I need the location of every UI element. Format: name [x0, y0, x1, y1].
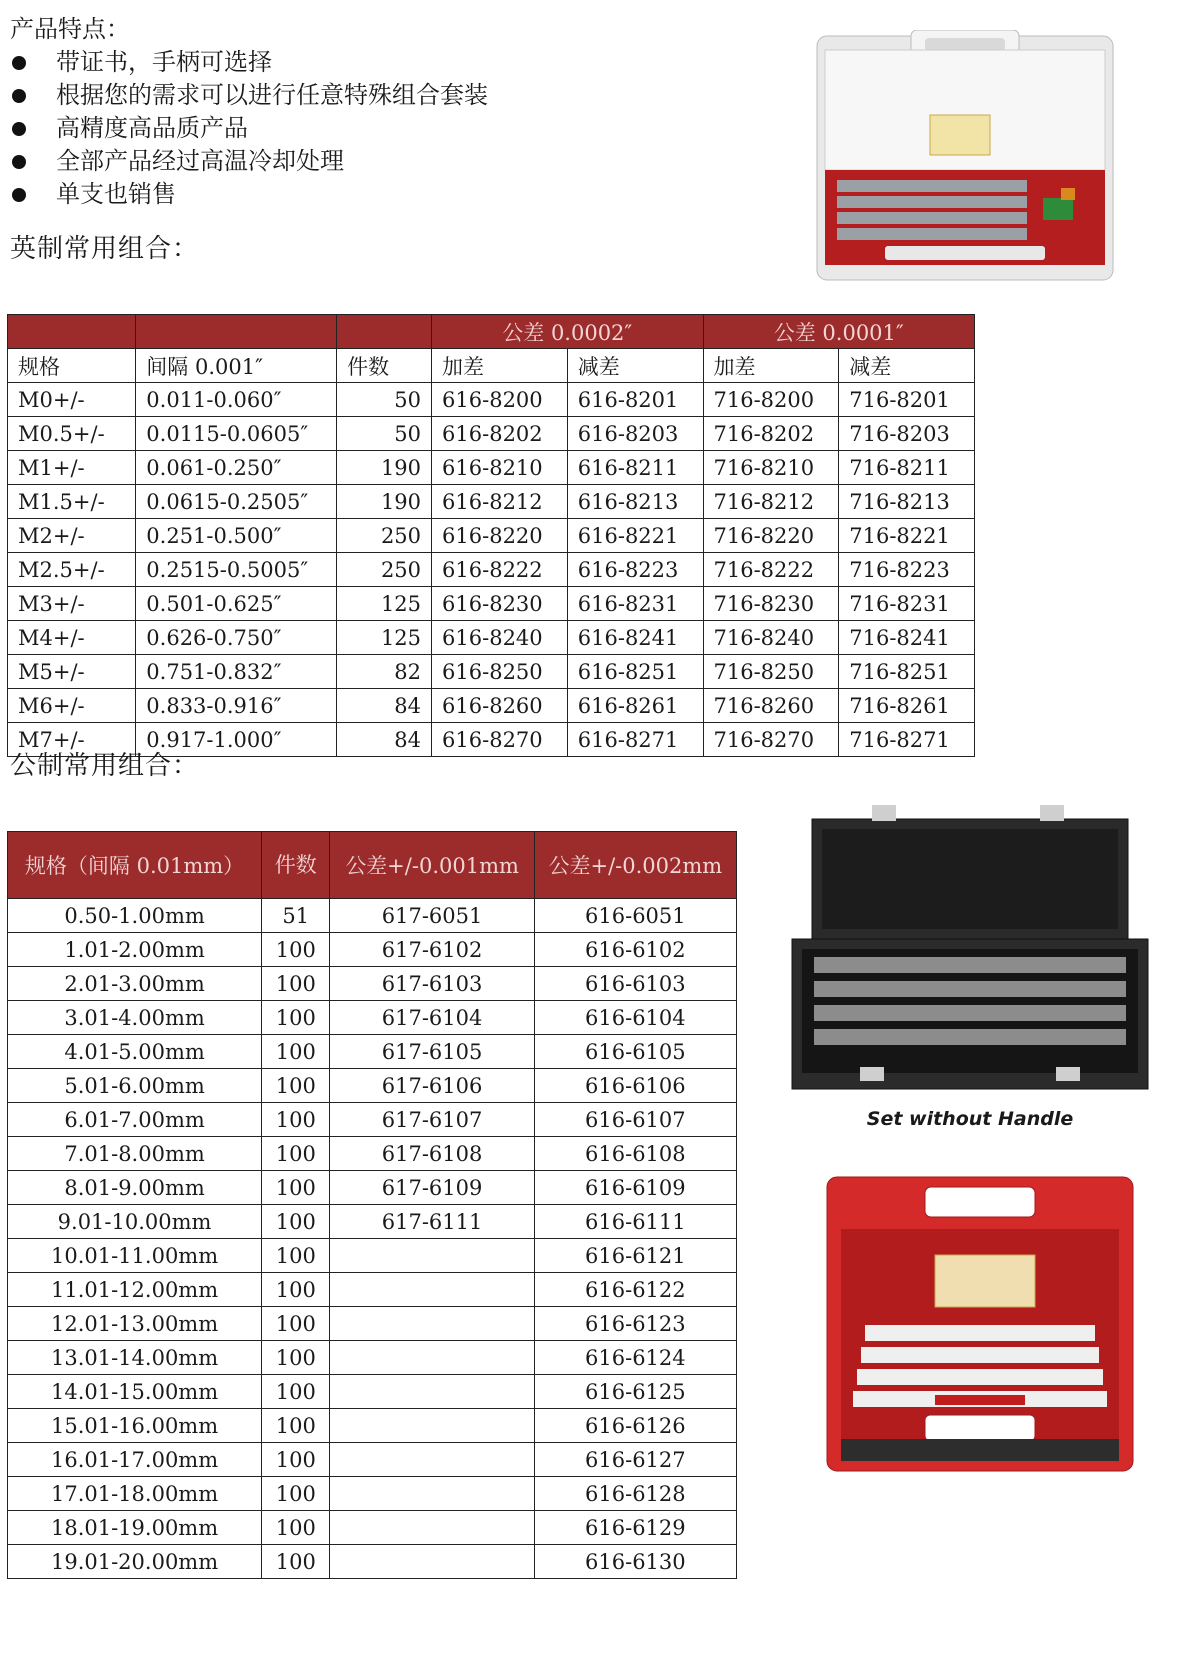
table-cell: 0.50-1.00mm	[8, 899, 262, 933]
table-cell: 10.01-11.00mm	[8, 1239, 262, 1273]
bullet-icon	[12, 122, 26, 136]
table-cell: M2.5+/-	[8, 553, 136, 587]
table-cell: 716-8221	[839, 519, 975, 553]
table-cell: 617-6109	[330, 1171, 534, 1205]
table-cell: 716-8203	[839, 417, 975, 451]
table-cell: 617-6103	[330, 967, 534, 1001]
table-cell: 616-6122	[534, 1273, 736, 1307]
table-cell	[330, 1477, 534, 1511]
table-cell: 716-8212	[703, 485, 839, 519]
table-row	[8, 621, 975, 655]
table-row	[8, 485, 975, 519]
table-cell: 617-6105	[330, 1035, 534, 1069]
table-cell	[330, 1511, 534, 1545]
table-row	[8, 1205, 737, 1239]
table-row	[8, 587, 975, 621]
table-cell: 1.01-2.00mm	[8, 933, 262, 967]
table-row	[8, 1035, 737, 1069]
table-cell	[330, 1443, 534, 1477]
table-cell	[330, 1341, 534, 1375]
table-cell: 616-8213	[567, 485, 703, 519]
table-cell: 616-6108	[534, 1137, 736, 1171]
table-cell: 0.917-1.000″	[136, 723, 337, 757]
table-cell: 617-6108	[330, 1137, 534, 1171]
table-cell: 616-8271	[567, 723, 703, 757]
bullet-icon	[12, 89, 26, 103]
table-row	[8, 1511, 737, 1545]
table-row	[8, 451, 975, 485]
table-cell: 7.01-8.00mm	[8, 1137, 262, 1171]
table-cell: 716-8270	[703, 723, 839, 757]
table-cell: 716-8213	[839, 485, 975, 519]
column-header: 加差	[432, 349, 568, 383]
table-cell: 616-6126	[534, 1409, 736, 1443]
feature-item: 高精度高品质产品	[10, 112, 488, 145]
table-cell: 716-8210	[703, 451, 839, 485]
table-cell: 18.01-19.00mm	[8, 1511, 262, 1545]
table-cell: 616-8203	[567, 417, 703, 451]
set-caption: Set without Handle	[866, 1108, 1074, 1130]
table-cell: 0.0115-0.0605″	[136, 417, 337, 451]
table-cell: 2.01-3.00mm	[8, 967, 262, 1001]
table-cell: 616-6107	[534, 1103, 736, 1137]
features-section	[10, 12, 488, 211]
table-cell: 6.01-7.00mm	[8, 1103, 262, 1137]
table-cell: 100	[262, 1307, 330, 1341]
table-cell: M1+/-	[8, 451, 136, 485]
table-cell: 0.061-0.250″	[136, 451, 337, 485]
table-header-row	[8, 349, 975, 383]
column-header: 减差	[839, 349, 975, 383]
table-row	[8, 417, 975, 451]
table-cell: 100	[262, 1205, 330, 1239]
table-cell: 100	[262, 1545, 330, 1579]
table-cell: 616-8241	[567, 621, 703, 655]
table-cell: M0.5+/-	[8, 417, 136, 451]
table-cell: 716-8260	[703, 689, 839, 723]
table-cell: 616-8211	[567, 451, 703, 485]
table-cell: 250	[337, 519, 432, 553]
bullet-icon	[12, 56, 26, 70]
table-cell: 0.501-0.625″	[136, 587, 337, 621]
table-cell	[330, 1307, 534, 1341]
table-cell: 616-8260	[432, 689, 568, 723]
table-row	[8, 967, 737, 1001]
table-row	[8, 1137, 737, 1171]
table-cell: 716-8222	[703, 553, 839, 587]
table-cell: 716-8251	[839, 655, 975, 689]
table-cell: 616-6124	[534, 1341, 736, 1375]
table-cell: 0.751-0.832″	[136, 655, 337, 689]
table-cell: 100	[262, 1001, 330, 1035]
table-cell: 0.251-0.500″	[136, 519, 337, 553]
table-cell: 616-8251	[567, 655, 703, 689]
table-cell: 616-8222	[432, 553, 568, 587]
column-header: 公差+/-0.002mm	[534, 832, 736, 899]
table-cell: 14.01-15.00mm	[8, 1375, 262, 1409]
table-cell: 13.01-14.00mm	[8, 1341, 262, 1375]
column-header: 加差	[703, 349, 839, 383]
table-cell: 250	[337, 553, 432, 587]
bullet-icon	[12, 188, 26, 202]
features-title: 产品特点：	[10, 15, 130, 43]
table-cell: 100	[262, 1035, 330, 1069]
table-row	[8, 383, 975, 417]
white-pin-gauge-case-image	[815, 30, 1115, 282]
header-blank-cell	[337, 315, 432, 349]
table-cell: 616-8210	[432, 451, 568, 485]
table-cell: 716-8200	[703, 383, 839, 417]
table-cell: 616-6129	[534, 1511, 736, 1545]
table-cell: 9.01-10.00mm	[8, 1205, 262, 1239]
table-cell: 82	[337, 655, 432, 689]
bullet-icon	[12, 155, 26, 169]
table-cell: 16.01-17.00mm	[8, 1443, 262, 1477]
table-row	[8, 1307, 737, 1341]
table-cell: 716-8201	[839, 383, 975, 417]
table-cell: 616-8212	[432, 485, 568, 519]
table-cell: 8.01-9.00mm	[8, 1171, 262, 1205]
table-cell: 616-6105	[534, 1035, 736, 1069]
feature-item: 全部产品经过高温冷却处理	[10, 145, 488, 178]
table-cell: 616-6128	[534, 1477, 736, 1511]
table-header-row	[8, 832, 737, 899]
feature-item: 带证书，手柄可选择	[10, 46, 488, 79]
imperial-heading: 英制常用组合：	[10, 234, 200, 264]
table-cell: 100	[262, 1341, 330, 1375]
table-cell: 616-8221	[567, 519, 703, 553]
table-cell: 19.01-20.00mm	[8, 1545, 262, 1579]
table-row	[8, 1443, 737, 1477]
table-row	[8, 655, 975, 689]
table-cell: 100	[262, 1409, 330, 1443]
table-cell: M1.5+/-	[8, 485, 136, 519]
table-cell: 0.0615-0.2505″	[136, 485, 337, 519]
table-cell: 716-8271	[839, 723, 975, 757]
table-cell: 84	[337, 723, 432, 757]
table-cell: 616-8230	[432, 587, 568, 621]
table-cell: 17.01-18.00mm	[8, 1477, 262, 1511]
table-cell: 84	[337, 689, 432, 723]
table-cell: 616-8231	[567, 587, 703, 621]
table-cell: 616-8261	[567, 689, 703, 723]
table-cell: 100	[262, 1511, 330, 1545]
tolerance-group-1: 公差 0.0002″	[432, 315, 703, 349]
table-cell: 11.01-12.00mm	[8, 1273, 262, 1307]
column-header: 件数	[262, 832, 330, 899]
table-cell: 616-6121	[534, 1239, 736, 1273]
table-row	[8, 1001, 737, 1035]
table-cell	[330, 1273, 534, 1307]
table-cell: 51	[262, 899, 330, 933]
table-cell: 100	[262, 1239, 330, 1273]
table-cell: 716-8241	[839, 621, 975, 655]
table-cell: 616-6127	[534, 1443, 736, 1477]
table-cell: 125	[337, 587, 432, 621]
table-cell: 616-6102	[534, 933, 736, 967]
table-cell: M0+/-	[8, 383, 136, 417]
table-cell: 617-6104	[330, 1001, 534, 1035]
table-cell: M3+/-	[8, 587, 136, 621]
table-row	[8, 553, 975, 587]
table-cell: 100	[262, 1273, 330, 1307]
table-row	[8, 1375, 737, 1409]
table-cell: 716-8223	[839, 553, 975, 587]
table-cell: M4+/-	[8, 621, 136, 655]
table-row	[8, 1171, 737, 1205]
table-cell: 616-6125	[534, 1375, 736, 1409]
header-blank-cell	[136, 315, 337, 349]
table-cell: 100	[262, 1375, 330, 1409]
table-cell: 616-8240	[432, 621, 568, 655]
table-cell	[330, 1375, 534, 1409]
table-cell: 716-8231	[839, 587, 975, 621]
table-cell: 100	[262, 933, 330, 967]
red-pin-gauge-case-image	[825, 1175, 1135, 1473]
feature-item: 根据您的需求可以进行任意特殊组合套装	[10, 79, 488, 112]
table-row	[8, 1103, 737, 1137]
column-header: 件数	[337, 349, 432, 383]
table-cell: M5+/-	[8, 655, 136, 689]
table-row	[8, 899, 737, 933]
table-cell: 616-8223	[567, 553, 703, 587]
table-row	[8, 1239, 737, 1273]
table-cell: 617-6106	[330, 1069, 534, 1103]
feature-item: 单支也销售	[10, 178, 488, 211]
table-cell: 100	[262, 1477, 330, 1511]
table-row	[8, 1477, 737, 1511]
table-cell: 100	[262, 967, 330, 1001]
table-cell: 617-6051	[330, 899, 534, 933]
table-cell: 716-8202	[703, 417, 839, 451]
metric-table	[7, 831, 737, 1579]
table-cell: 5.01-6.00mm	[8, 1069, 262, 1103]
table-cell: 100	[262, 1103, 330, 1137]
column-header: 间隔 0.001″	[136, 349, 337, 383]
table-cell: 716-8261	[839, 689, 975, 723]
table-cell: 100	[262, 1443, 330, 1477]
column-header: 规格（间隔 0.01mm）	[8, 832, 262, 899]
table-cell: 0.2515-0.5005″	[136, 553, 337, 587]
table-cell: 617-6107	[330, 1103, 534, 1137]
table-cell: 12.01-13.00mm	[8, 1307, 262, 1341]
table-cell: 616-6111	[534, 1205, 736, 1239]
imperial-body	[8, 383, 975, 757]
table-row	[8, 689, 975, 723]
metric-body	[8, 899, 737, 1579]
table-cell: 716-8220	[703, 519, 839, 553]
table-cell: 616-8202	[432, 417, 568, 451]
table-cell	[330, 1409, 534, 1443]
table-cell: 716-8230	[703, 587, 839, 621]
table-cell: 100	[262, 1171, 330, 1205]
table-cell: 0.626-0.750″	[136, 621, 337, 655]
table-cell: 100	[262, 1069, 330, 1103]
table-cell: M6+/-	[8, 689, 136, 723]
table-cell: 616-6106	[534, 1069, 736, 1103]
black-pin-gauge-case-image	[790, 805, 1150, 1091]
table-cell: 616-8220	[432, 519, 568, 553]
table-cell: 616-6123	[534, 1307, 736, 1341]
table-cell: 616-6103	[534, 967, 736, 1001]
table-cell: M7+/-	[8, 723, 136, 757]
table-cell: 100	[262, 1137, 330, 1171]
table-row	[8, 1545, 737, 1579]
table-group-row	[8, 315, 975, 349]
column-header: 规格	[8, 349, 136, 383]
table-cell: 190	[337, 451, 432, 485]
table-cell: 617-6102	[330, 933, 534, 967]
table-cell: 0.833-0.916″	[136, 689, 337, 723]
features-list	[10, 46, 488, 211]
imperial-table	[7, 314, 975, 757]
table-cell	[330, 1239, 534, 1273]
table-cell: 616-6130	[534, 1545, 736, 1579]
table-cell: 716-8250	[703, 655, 839, 689]
table-row	[8, 519, 975, 553]
table-cell: M2+/-	[8, 519, 136, 553]
table-row	[8, 1409, 737, 1443]
table-cell: 4.01-5.00mm	[8, 1035, 262, 1069]
table-cell: 716-8240	[703, 621, 839, 655]
column-header: 减差	[567, 349, 703, 383]
table-cell: 616-6104	[534, 1001, 736, 1035]
header-blank-cell	[8, 315, 136, 349]
table-cell: 50	[337, 417, 432, 451]
table-row	[8, 933, 737, 967]
table-cell: 125	[337, 621, 432, 655]
table-row	[8, 1069, 737, 1103]
table-cell: 616-6051	[534, 899, 736, 933]
table-cell: 617-6111	[330, 1205, 534, 1239]
table-cell	[330, 1545, 534, 1579]
table-cell: 616-8270	[432, 723, 568, 757]
table-cell: 616-8250	[432, 655, 568, 689]
table-cell: 616-8201	[567, 383, 703, 417]
table-row	[8, 1273, 737, 1307]
table-cell: 616-8200	[432, 383, 568, 417]
table-cell: 50	[337, 383, 432, 417]
table-cell: 0.011-0.060″	[136, 383, 337, 417]
table-cell: 616-6109	[534, 1171, 736, 1205]
column-header: 公差+/-0.001mm	[330, 832, 534, 899]
table-cell: 3.01-4.00mm	[8, 1001, 262, 1035]
tolerance-group-2: 公差 0.0001″	[703, 315, 975, 349]
table-cell: 190	[337, 485, 432, 519]
metric-heading: 公制常用组合：	[10, 751, 200, 781]
table-row	[8, 1341, 737, 1375]
table-cell: 716-8211	[839, 451, 975, 485]
table-cell: 15.01-16.00mm	[8, 1409, 262, 1443]
